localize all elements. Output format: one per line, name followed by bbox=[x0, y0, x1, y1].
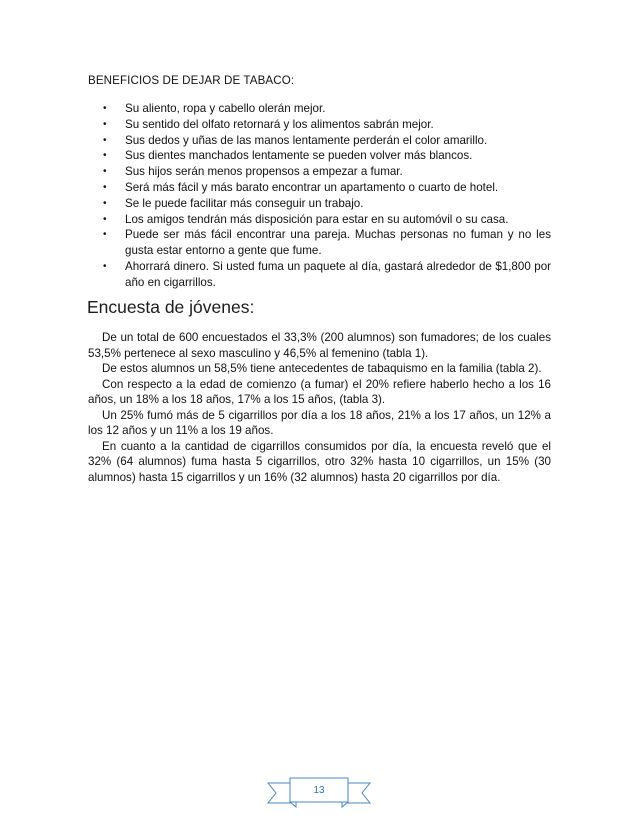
list-item-text: Puede ser más fácil encontrar una pareja. Muchas personas no fuman y no les gusta estar entorno a gente que fume. bbox=[125, 228, 551, 258]
list-item bbox=[88, 227, 551, 259]
list-item bbox=[88, 180, 551, 196]
list-item bbox=[88, 196, 551, 212]
bullet-icon: • bbox=[103, 229, 107, 241]
list-item bbox=[88, 117, 551, 133]
bullet-icon: • bbox=[103, 103, 107, 114]
list-item bbox=[88, 148, 551, 164]
bullet-icon: • bbox=[103, 197, 107, 209]
paragraph: En cuanto a la cantidad de cigarrillos consumidos por día, la encuesta reveló que el 32% (64 alumnos) fuma hasta 5 cigarrillos, otro 32% hasta 10 cigarrillos, un 15% (30 alumnos) hasta 15 cigarrillos y un 16% (32 alumnos) hasta 20 cigarrillos por día. bbox=[88, 439, 551, 484]
paragraph: Con respecto a la edad de comienzo (a fumar) el 20% refiere haberlo hecho a los 16 años, un 18% a los 18 años, 17% a los 15 años, (tabla 3). bbox=[88, 377, 551, 406]
list-item-text: Sus dientes manchados lentamente se pueden volver más blancos. bbox=[125, 149, 473, 163]
bullet-icon: • bbox=[103, 134, 107, 146]
list-item-text: Los amigos tendrán más disposición para estar en su automóvil o su casa. bbox=[125, 212, 509, 226]
page-number: 13 bbox=[313, 785, 325, 796]
benefits-title: BENEFICIOS DE DEJAR DE TABACO: bbox=[88, 74, 295, 87]
page-number-badge bbox=[266, 776, 372, 810]
bullet-icon: • bbox=[103, 213, 107, 225]
list-item-text: Será más fácil y más barato encontrar un apartamento o cuarto de hotel. bbox=[125, 180, 499, 194]
list-item-text: Su sentido del olfato retornará y los alimentos sabrán mejor. bbox=[125, 117, 434, 131]
bullet-icon: • bbox=[103, 260, 107, 272]
list-item-text: Ahorrará dinero. Si usted fuma un paquete al día, gastará alrededor de $1,800 por año en cigarrillos. bbox=[125, 259, 551, 289]
benefits-list bbox=[88, 101, 551, 291]
paragraph: De un total de 600 encuestados el 33,3% (200 alumnos) son fumadores; de los cuales 53,5% pertenece al sexo masculino y 46,5% al femenino (tabla 1). bbox=[88, 331, 551, 360]
survey-body bbox=[88, 330, 551, 485]
section-heading: Encuesta de jóvenes: bbox=[87, 297, 255, 317]
list-item bbox=[88, 101, 551, 117]
list-item-text: Sus hijos serán menos propensos a empezar a fumar. bbox=[125, 165, 403, 179]
list-item-text: Sus dedos y uñas de las manos lentamente perderán el color amarillo. bbox=[125, 133, 488, 147]
list-item bbox=[88, 212, 551, 228]
list-item-text: Su aliento, ropa y cabello olerán mejor. bbox=[125, 102, 326, 115]
bullet-icon: • bbox=[103, 181, 107, 193]
paragraph: De estos alumnos un 58,5% tiene antecedentes de tabaquismo en la familia (tabla 2). bbox=[102, 362, 542, 375]
bullet-icon: • bbox=[103, 150, 107, 162]
bullet-icon: • bbox=[103, 118, 107, 130]
list-item-text: Se le puede facilitar más conseguir un trabajo. bbox=[125, 196, 364, 210]
list-item bbox=[88, 133, 551, 149]
list-item bbox=[88, 259, 551, 291]
bullet-icon: • bbox=[103, 166, 107, 178]
paragraph: Un 25% fumó más de 5 cigarrillos por día a los 18 años, 21% a los 17 años, un 12% a los 12 años y un 11% a los 19 años. bbox=[88, 408, 551, 437]
list-item bbox=[88, 164, 551, 180]
